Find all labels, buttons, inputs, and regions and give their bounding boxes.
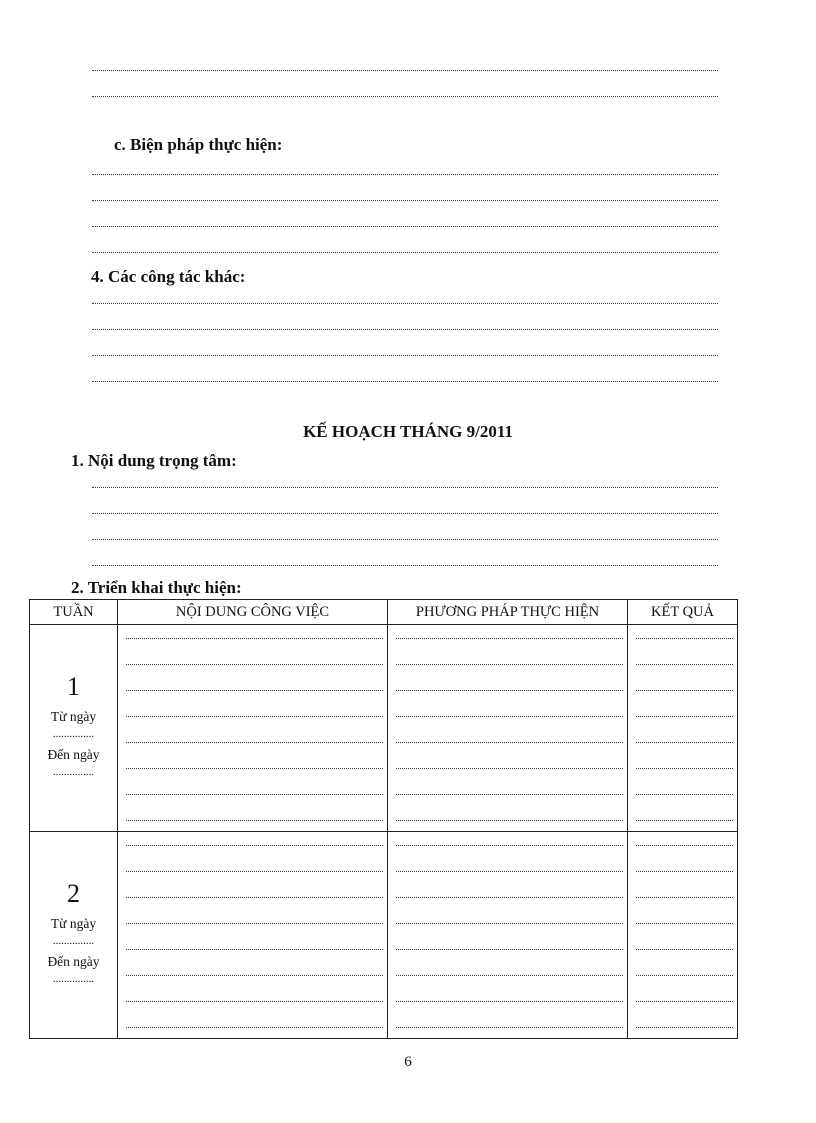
to-date-blank: ............... (52, 766, 95, 778)
answer-line (92, 96, 718, 97)
week-cell (30, 832, 118, 1039)
cell-dotted-line (396, 845, 623, 846)
item-2-heading: 2. Triển khai thực hiện: (71, 578, 242, 597)
cell-dotted-line (636, 949, 733, 950)
header-method: PHƯƠNG PHÁP THỰC HIỆN (388, 600, 628, 625)
cell-dotted-line (636, 975, 733, 976)
cell-dotted-line (636, 871, 733, 872)
cell-dotted-line (396, 768, 623, 769)
answer-line (92, 174, 718, 175)
answer-line (92, 381, 718, 382)
cell-dotted-line (636, 690, 733, 691)
cell-dotted-line (636, 742, 733, 743)
answer-line (92, 70, 718, 71)
cell-dotted-line (126, 1001, 383, 1002)
cell-dotted-line (126, 664, 383, 665)
cell-dotted-line (636, 897, 733, 898)
week-cell (30, 625, 118, 832)
from-date-label: Từ ngày (50, 709, 97, 724)
answer-line (92, 539, 718, 540)
cell-dotted-line (126, 949, 383, 950)
cell-dotted-line (636, 923, 733, 924)
answer-line (92, 303, 718, 304)
week-number: 1 (67, 672, 80, 701)
table-header-row (30, 600, 738, 625)
cell-dotted-line (396, 1027, 623, 1028)
cell-dotted-line (126, 897, 383, 898)
cell-dotted-line (636, 716, 733, 717)
table-row (30, 832, 738, 1039)
cell-dotted-line (636, 768, 733, 769)
to-date-blank: ............... (52, 973, 95, 985)
cell-dotted-line (636, 1001, 733, 1002)
cell-dotted-line (636, 664, 733, 665)
cell-dotted-line (396, 794, 623, 795)
cell-dotted-line (636, 1027, 733, 1028)
answer-line (92, 513, 718, 514)
cell-dotted-line (636, 794, 733, 795)
cell-dotted-line (126, 794, 383, 795)
cell-dotted-line (126, 975, 383, 976)
cell-dotted-line (396, 742, 623, 743)
item-1-heading: 1. Nội dung trọng tâm: (71, 451, 237, 470)
cell-dotted-line (126, 845, 383, 846)
answer-line (92, 226, 718, 227)
header-content: NỘI DUNG CÔNG VIỆC (118, 600, 388, 625)
method-cell (388, 625, 628, 832)
cell-dotted-line (126, 638, 383, 639)
plan-table (29, 599, 738, 1039)
cell-dotted-line (396, 638, 623, 639)
cell-dotted-line (636, 638, 733, 639)
cell-dotted-line (396, 923, 623, 924)
header-week: TUẦN (30, 600, 118, 625)
plan-title: KẾ HOẠCH THÁNG 9/2011 (303, 422, 513, 441)
result-cell (628, 625, 738, 832)
result-cell (628, 832, 738, 1039)
cell-dotted-line (396, 716, 623, 717)
week-number: 2 (67, 879, 80, 908)
cell-dotted-line (126, 742, 383, 743)
cell-dotted-line (396, 897, 623, 898)
cell-dotted-line (396, 871, 623, 872)
section-4-heading: 4. Các công tác khác: (91, 267, 246, 286)
cell-dotted-line (396, 820, 623, 821)
to-date-label: Đến ngày (47, 747, 100, 762)
cell-dotted-line (126, 716, 383, 717)
answer-line (92, 565, 718, 566)
cell-dotted-line (396, 1001, 623, 1002)
section-c-heading: c. Biện pháp thực hiện: (114, 135, 283, 154)
cell-dotted-line (126, 768, 383, 769)
cell-dotted-line (396, 690, 623, 691)
from-date-blank: ............... (52, 935, 95, 947)
cell-dotted-line (636, 820, 733, 821)
answer-line (92, 487, 718, 488)
cell-dotted-line (396, 664, 623, 665)
cell-dotted-line (396, 949, 623, 950)
cell-dotted-line (126, 690, 383, 691)
cell-dotted-line (126, 1027, 383, 1028)
cell-dotted-line (126, 871, 383, 872)
from-date-blank: ............... (52, 728, 95, 740)
from-date-label: Từ ngày (50, 916, 97, 931)
header-result: KẾT QUẢ (628, 600, 738, 625)
table-row (30, 625, 738, 832)
cell-dotted-line (126, 923, 383, 924)
answer-line (92, 200, 718, 201)
cell-dotted-line (126, 820, 383, 821)
method-cell (388, 832, 628, 1039)
page-number: 6 (404, 1054, 412, 1070)
to-date-label: Đến ngày (47, 954, 100, 969)
answer-line (92, 252, 718, 253)
cell-dotted-line (396, 975, 623, 976)
cell-dotted-line (636, 845, 733, 846)
answer-line (92, 329, 718, 330)
content-cell (118, 625, 388, 832)
answer-line (92, 355, 718, 356)
content-cell (118, 832, 388, 1039)
